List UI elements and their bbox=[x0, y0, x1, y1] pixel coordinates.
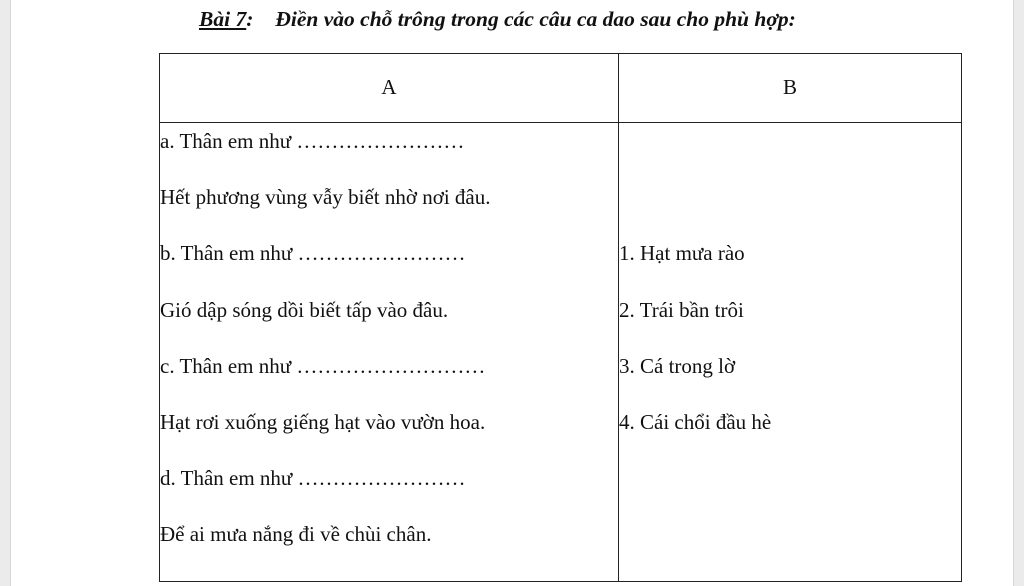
header-column-a: A bbox=[160, 54, 619, 123]
document-page bbox=[10, 0, 1014, 586]
table-header-row bbox=[160, 54, 962, 123]
verse-c-line-1: c. Thân em như ……………………… bbox=[160, 353, 486, 378]
exercise-colon: : bbox=[246, 7, 254, 31]
verse-a-line-2: Hết phương vùng vẫy biết nhờ nơi đâu. bbox=[160, 185, 491, 210]
option-3: 3. Cá trong lờ bbox=[619, 353, 736, 378]
column-b-cell bbox=[619, 123, 962, 582]
matching-table bbox=[159, 53, 962, 582]
option-1: 1. Hạt mưa rào bbox=[619, 241, 745, 266]
verse-a-line-1: a. Thân em như …………………… bbox=[160, 129, 465, 153]
option-4: 4. Cái chổi đầu hè bbox=[619, 409, 772, 434]
verse-b-line-2: Gió dập sóng dồi biết tấp vào đâu. bbox=[160, 297, 449, 322]
option-2: 2. Trái bần trôi bbox=[619, 297, 744, 322]
exercise-title bbox=[199, 4, 796, 34]
column-a-cell bbox=[160, 123, 619, 582]
exercise-instruction: Điền vào chỗ trông trong các câu ca dao sau cho phù hợp: bbox=[275, 7, 796, 31]
verse-d-line-2: Để ai mưa nắng đi về chùi chân. bbox=[160, 522, 432, 547]
table-row bbox=[160, 123, 962, 582]
verse-d-line-1: d. Thân em như …………………… bbox=[160, 466, 466, 491]
verse-b-line-1: b. Thân em như …………………… bbox=[160, 241, 466, 266]
header-column-b: B bbox=[619, 54, 962, 123]
column-b-spacer bbox=[619, 123, 961, 235]
exercise-label: Bài 7 bbox=[199, 7, 247, 31]
verse-c-line-2: Hạt rơi xuống giếng hạt vào vườn hoa. bbox=[160, 409, 486, 434]
